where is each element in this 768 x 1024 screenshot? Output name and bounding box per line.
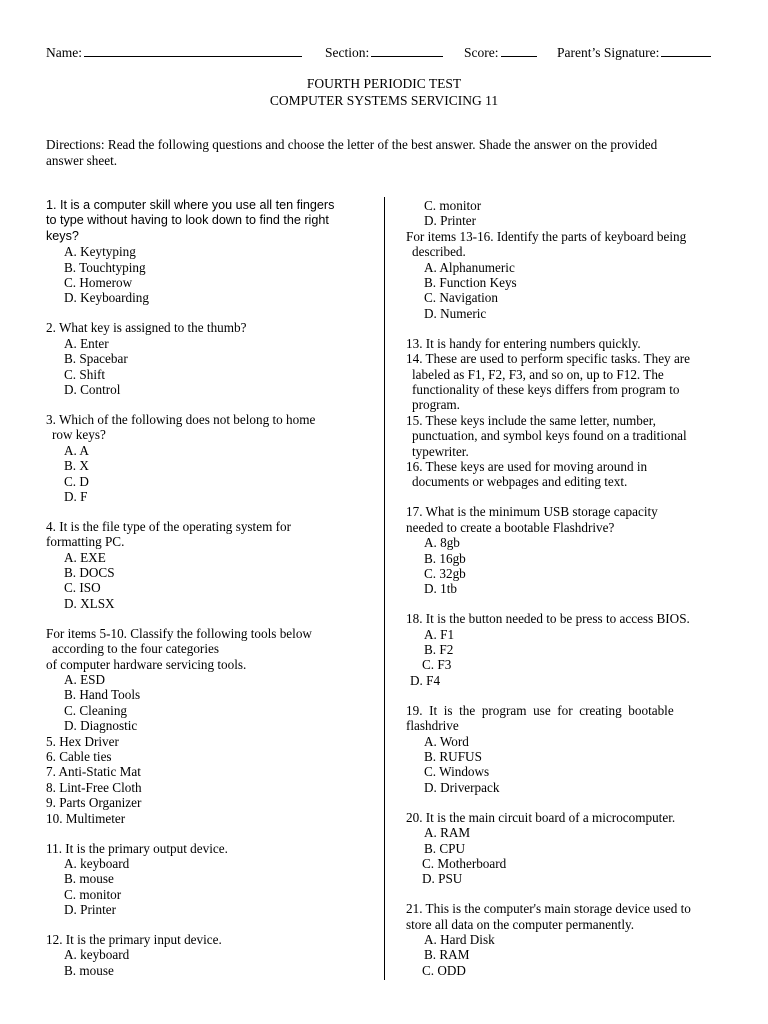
choice: D. Control bbox=[64, 381, 121, 397]
choice: C. monitor bbox=[64, 886, 122, 902]
choice: D. Printer bbox=[64, 902, 117, 918]
question-12 bbox=[46, 932, 368, 978]
question-text: keys? bbox=[46, 228, 79, 243]
name-field bbox=[46, 44, 302, 61]
item: functionality of these keys differs from program to bbox=[412, 381, 680, 397]
directions bbox=[46, 137, 722, 168]
choice: D. Printer bbox=[424, 213, 477, 229]
choice: D. F bbox=[64, 488, 88, 504]
question-3 bbox=[46, 412, 368, 504]
choice: C. ODD bbox=[422, 962, 466, 978]
choice: C. Windows bbox=[424, 764, 490, 780]
choice: D. 1tb bbox=[424, 581, 457, 597]
question-text: 21. This is the computer's main storage device used to bbox=[406, 901, 691, 917]
choice: C. ISO bbox=[64, 580, 101, 596]
parent-signature-field bbox=[557, 44, 711, 61]
choice: B. Function Keys bbox=[424, 275, 517, 291]
score-blank bbox=[501, 44, 537, 57]
question-text: needed to create a bootable Flashdrive? bbox=[406, 519, 615, 535]
choice: B. DOCS bbox=[64, 565, 115, 581]
question-21 bbox=[406, 901, 722, 978]
section-label: Section: bbox=[325, 45, 370, 60]
name-blank bbox=[84, 44, 302, 57]
question-20 bbox=[406, 810, 722, 887]
choice: D. F4 bbox=[410, 672, 441, 688]
question-text: 17. What is the minimum USB storage capacity bbox=[406, 504, 658, 520]
question-text: 18. It is the button needed to be press to access BIOS. bbox=[406, 611, 690, 627]
choice: A. F1 bbox=[424, 626, 455, 642]
choice: A. ESD bbox=[64, 671, 106, 687]
choice: D. Diagnostic bbox=[64, 718, 138, 734]
choice: A. Hard Disk bbox=[424, 932, 495, 948]
choice: C. Shift bbox=[64, 366, 106, 382]
choice: C. 32gb bbox=[424, 565, 466, 581]
choice: A. keyboard bbox=[64, 947, 130, 963]
item: 9. Parts Organizer bbox=[46, 795, 142, 811]
question-text: formatting PC. bbox=[46, 534, 125, 550]
item: typewriter. bbox=[412, 443, 469, 459]
question-text: according to the four categories bbox=[52, 641, 219, 657]
choice: B. mouse bbox=[64, 871, 114, 887]
question-text: store all data on the computer permanently. bbox=[406, 916, 635, 932]
question-17 bbox=[406, 504, 722, 596]
choice: B. RUFUS bbox=[424, 749, 482, 764]
question-2 bbox=[46, 320, 368, 397]
questions-13-16 bbox=[406, 229, 722, 490]
question-text: described. bbox=[412, 244, 466, 260]
question-text: 4. It is the file type of the operating system for bbox=[46, 518, 292, 534]
student-info-header bbox=[46, 44, 720, 62]
parent-signature-label: Parent’s Signature: bbox=[557, 45, 660, 60]
choice: A. Word bbox=[424, 733, 469, 749]
item: 13. It is handy for entering numbers quickly. bbox=[406, 335, 641, 351]
choice: C. Motherboard bbox=[422, 855, 507, 871]
item: punctuation, and symbol keys found on a traditional bbox=[412, 428, 687, 444]
score-field bbox=[464, 44, 537, 61]
question-text: row keys? bbox=[52, 427, 106, 443]
choice: B. F2 bbox=[424, 642, 454, 658]
choice: C. monitor bbox=[424, 198, 482, 213]
choice: A. A bbox=[64, 442, 89, 458]
choice: B. X bbox=[64, 458, 89, 474]
choice: C. D bbox=[64, 473, 89, 489]
item: 14. These are used to perform specific tasks. They are bbox=[406, 351, 691, 367]
choice: B. Touchtyping bbox=[64, 259, 146, 275]
choice: B. Hand Tools bbox=[64, 687, 141, 703]
directions-line: answer sheet. bbox=[46, 152, 118, 168]
question-text: 3. Which of the following does not belong to home bbox=[46, 411, 316, 427]
choice: D. XLSX bbox=[64, 595, 115, 611]
question-4 bbox=[46, 519, 368, 611]
item: 8. Lint-Free Cloth bbox=[46, 779, 142, 795]
question-text: For items 5-10. Classify the following tools below bbox=[46, 625, 312, 641]
left-column bbox=[46, 198, 368, 978]
choice: D. Driverpack bbox=[424, 779, 500, 795]
choice: B. 16gb bbox=[424, 550, 466, 566]
parent-signature-blank bbox=[661, 44, 711, 57]
choice: B. mouse bbox=[64, 962, 114, 978]
question-text: 19. It is the program use for creating bootable bbox=[406, 702, 674, 718]
choice: D. Keyboarding bbox=[64, 290, 149, 306]
choice: B. RAM bbox=[424, 947, 470, 963]
item: labeled as F1, F2, F3, and so on, up to F12. The bbox=[412, 366, 664, 382]
choice: B. Spacebar bbox=[64, 351, 128, 367]
choice: A. EXE bbox=[64, 549, 106, 565]
choice: A. Alphanumeric bbox=[424, 259, 515, 275]
item: 15. These keys include the same letter, number, bbox=[406, 412, 656, 428]
question-text: 11. It is the primary output device. bbox=[46, 840, 228, 856]
question-12-continued bbox=[406, 198, 722, 229]
choice: D. PSU bbox=[422, 871, 463, 887]
question-text: For items 13-16. Identify the parts of keyboard being bbox=[406, 228, 687, 244]
choice: C. F3 bbox=[422, 657, 452, 673]
choice: D. Numeric bbox=[424, 305, 487, 321]
choice: C. Navigation bbox=[424, 290, 498, 306]
question-11 bbox=[46, 841, 368, 918]
choice: A. Keytyping bbox=[64, 244, 136, 260]
question-19 bbox=[406, 703, 722, 795]
question-text: 1. It is a computer skill where you use all ten fingers bbox=[46, 198, 335, 212]
item: 6. Cable ties bbox=[46, 749, 112, 764]
choice: A. 8gb bbox=[424, 535, 460, 551]
question-18 bbox=[406, 611, 722, 688]
question-text: to type without having to look down to find the right bbox=[46, 213, 329, 228]
section-field bbox=[325, 44, 443, 61]
choice: A. Enter bbox=[64, 335, 109, 351]
question-text: 12. It is the primary input device. bbox=[46, 932, 222, 948]
choice: A. RAM bbox=[424, 825, 471, 841]
item: 5. Hex Driver bbox=[46, 733, 119, 749]
choice: A. keyboard bbox=[64, 855, 130, 871]
question-1 bbox=[46, 198, 368, 306]
question-text: of computer hardware servicing tools. bbox=[46, 656, 247, 672]
column-divider bbox=[384, 197, 385, 980]
choice: C. Cleaning bbox=[64, 702, 128, 718]
choice: B. CPU bbox=[424, 840, 466, 856]
item: 7. Anti-Static Mat bbox=[46, 764, 141, 780]
questions-5-10 bbox=[46, 626, 368, 826]
question-text: flashdrive bbox=[406, 718, 459, 734]
directions-line: Directions: Read the following questions and choose the letter of the best answer. Shade the answer on the provided bbox=[46, 137, 658, 152]
test-subject: COMPUTER SYSTEMS SERVICING 11 bbox=[269, 93, 499, 108]
item: program. bbox=[412, 397, 460, 413]
choice: C. Homerow bbox=[64, 275, 133, 291]
test-title: FOURTH PERIODIC TEST bbox=[306, 76, 462, 91]
section-blank bbox=[371, 44, 443, 57]
name-label: Name: bbox=[46, 45, 82, 60]
question-text: 20. It is the main circuit board of a microcomputer. bbox=[406, 809, 676, 825]
item: documents or webpages and editing text. bbox=[412, 474, 628, 490]
question-text: 2. What key is assigned to the thumb? bbox=[46, 320, 247, 336]
right-column bbox=[406, 198, 722, 978]
score-label: Score: bbox=[464, 45, 499, 60]
item: 16. These keys are used for moving around in bbox=[406, 459, 648, 474]
item: 10. Multimeter bbox=[46, 810, 126, 826]
